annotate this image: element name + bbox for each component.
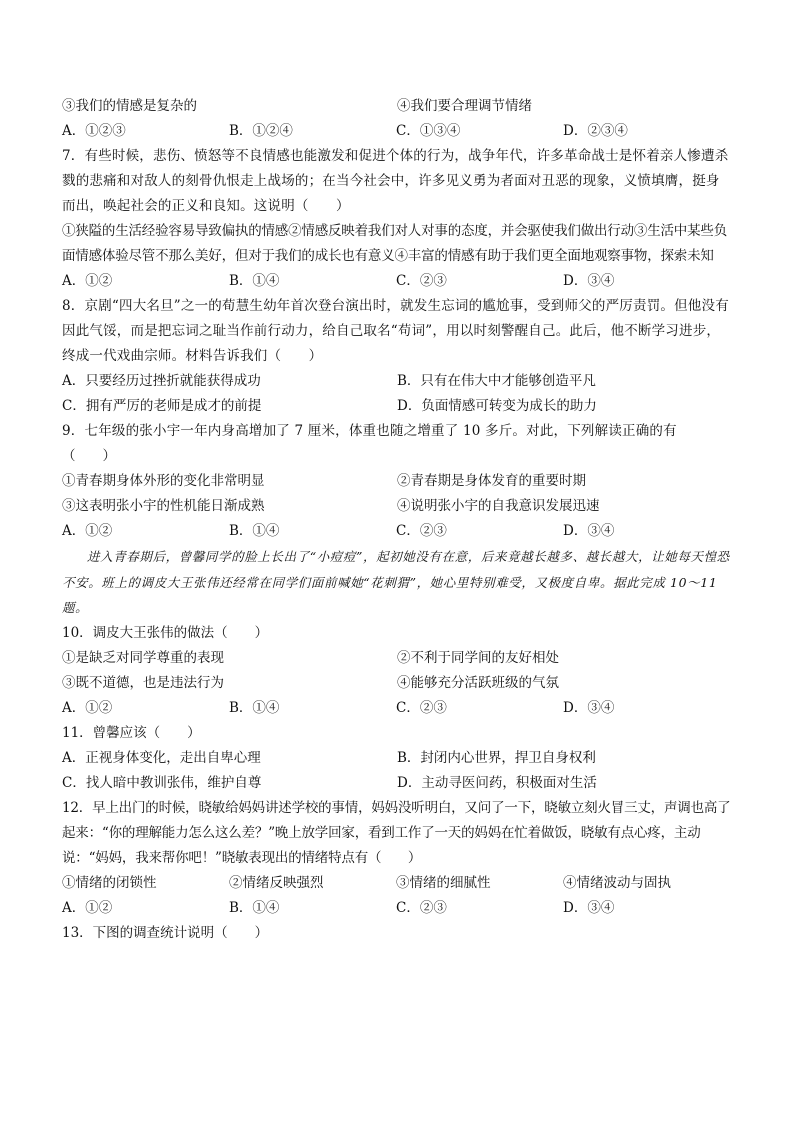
q11-stem: 11．曾馨应该（ ）	[62, 724, 201, 741]
q6-option-3: ③我们的情感是复杂的	[62, 98, 197, 114]
choice-b: B．①④	[229, 699, 280, 716]
q9-stem: 9．七年级的张小宇一年内身高增加了 7 厘米，体重也随之增重了 10 多斤。对此，下列解读正确的有	[62, 423, 677, 439]
choice-b: B．①④	[229, 273, 280, 289]
choice-c: C．①③④	[396, 123, 461, 139]
q7-options: ①狭隘的生活经验容易导致偏执的情感②情感反映着我们对人对事的态度，并会驱使我们做出行动③生活中某些负面情感体验尽管不那么美好，但对于我们的成长也有意义④丰富的情感有助于我们更全面地观察事物，探索未知	[62, 223, 727, 264]
reading-passage: 进入青春期后，曾馨同学的脸上长出了“小痘痘”，起初她没有在意，后来竟越长越多、越长越大，让她每天惶恐不安。班上的调皮大王张伟还经常在同学们面前喊她“花刺猬”，她心里特别难受，又极度自卑。据此完成 10～11 题。	[62, 549, 730, 615]
choice-d: D．③④	[563, 699, 615, 716]
q11-choices-row-1	[62, 746, 732, 771]
q7-stem: 7．有些时候，悲伤、愤怒等不良情感也能激发和促进个体的行为，战争年代，许多革命战士是怀着亲人惨遭杀戮的悲痛和对敌人的刻骨仇恨走上战场的；在当今社会中，许多见义勇为者面对丑恶的现象，义愤填膺，挺身而出，唤起社会的正义和良知。这说明（ ）	[62, 148, 729, 214]
exam-page	[62, 94, 732, 946]
q10-options-row-1	[62, 646, 732, 671]
choice-c: C．②③	[396, 899, 447, 916]
choice-d: D．③④	[563, 523, 615, 539]
q6-choices	[62, 119, 732, 144]
choice-c: C．②③	[396, 523, 447, 539]
choice-b: B．①④	[229, 899, 280, 916]
choice-b: B．①④	[229, 523, 280, 539]
choice-a: A．①②	[62, 523, 113, 539]
q12-choices	[62, 896, 732, 921]
choice-a: A．①②	[62, 699, 113, 716]
q12-option-3: ③情绪的细腻性	[396, 874, 491, 891]
q7-choices	[62, 269, 732, 294]
q11-choices-row-2	[62, 771, 732, 796]
q9-paren: （ ）	[62, 448, 116, 464]
choice-d: D．负面情感可转变为成长的助力	[397, 398, 597, 414]
q9-option-3: ③这表明张小宇的性机能日渐成熟	[62, 498, 265, 514]
q10-options-row-2	[62, 671, 732, 696]
q9-option-1: ①青春期身体外形的变化非常明显	[62, 473, 265, 489]
q9-options-row-1	[62, 469, 732, 494]
choice-a: A．①②	[62, 273, 113, 289]
q10-option-1: ①是缺乏对同学尊重的表现	[62, 649, 224, 666]
q9-option-2: ②青春期是身体发育的重要时期	[397, 473, 586, 489]
choice-c: C．找人暗中教训张伟，维护自尊	[62, 774, 262, 791]
q10-stem: 10．调皮大王张伟的做法（ ）	[62, 624, 269, 641]
choice-c: C．拥有严厉的老师是成才的前提	[62, 398, 262, 414]
q10-option-3: ③既不道德，也是违法行为	[62, 674, 224, 691]
q12-option-1: ①情绪的闭锁性	[62, 874, 157, 891]
q12-option-2: ②情绪反映强烈	[229, 874, 324, 891]
q8-stem: 8．京剧“四大名旦”之一的荀慧生幼年首次登台演出时，就发生忘词的尴尬事，受到师父的严厉责罚。但他没有因此气馁，而是把忘词之耻当作前行动力，给自己取名“苟词”，用以时刻警醒自己。此后，他不断学习进步，终成一代戏曲宗师。材料告诉我们（ ）	[62, 298, 729, 364]
q10-choices	[62, 696, 732, 721]
q6-options-row	[62, 94, 732, 119]
q9-choices	[62, 519, 732, 544]
q12-options	[62, 871, 732, 896]
choice-b: B．封闭内心世界，捍卫自身权利	[397, 749, 596, 766]
choice-d: D．②③④	[563, 123, 628, 139]
choice-a: A．正视身体变化，走出自卑心理	[62, 749, 261, 766]
choice-a: A．①②③	[62, 123, 126, 139]
choice-b: B．只有在伟大中才能够创造平凡	[397, 373, 596, 389]
q8-choices-row-2	[62, 394, 732, 419]
q10-option-2: ②不利于同学间的友好相处	[397, 649, 559, 666]
choice-a: A．①②	[62, 899, 113, 916]
choice-c: C．②③	[396, 699, 447, 716]
choice-d: D．③④	[563, 273, 615, 289]
choice-a: A．只要经历过挫折就能获得成功	[62, 373, 261, 389]
q9-option-4: ④说明张小宇的自我意识发展迅速	[397, 498, 600, 514]
q6-option-4: ④我们要合理调节情绪	[397, 98, 532, 114]
choice-c: C．②③	[396, 273, 447, 289]
choice-d: D．主动寻医问药，积极面对生活	[397, 774, 597, 791]
q9-options-row-2	[62, 494, 732, 519]
q12-stem: 12．早上出门的时候，晓敏给妈妈讲述学校的事情，妈妈没听明白，又问了一下，晓敏立刻火冒三丈，声调也高了起来：“你的理解能力怎么这么差？”晚上放学回家，看到工作了一天的妈妈在忙着做饭，晓敏有点心疼，主动说：“妈妈，我来帮你吧！”晓敏表现出的情绪特点有（ ）	[62, 799, 731, 866]
q12-option-4: ④情绪波动与固执	[563, 874, 671, 891]
q13-stem: 13．下图的调查统计说明（ ）	[62, 924, 269, 941]
choice-b: B．①②④	[229, 123, 293, 139]
q8-choices-row-1	[62, 369, 732, 394]
q10-option-4: ④能够充分活跃班级的气氛	[397, 674, 559, 691]
choice-d: D．③④	[563, 899, 615, 916]
